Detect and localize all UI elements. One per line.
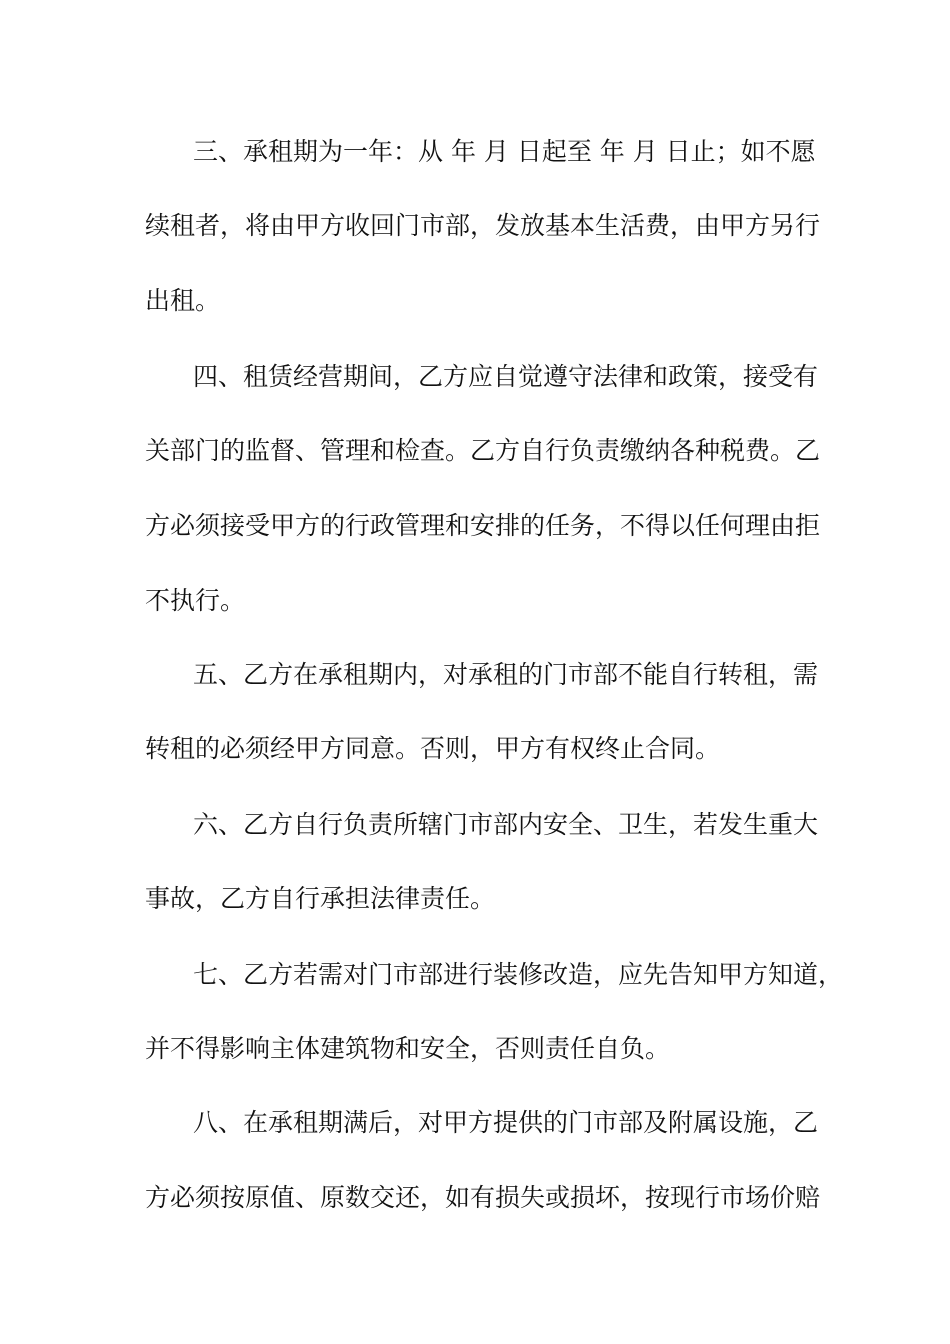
clause-6-line-1: 六、乙方自行负责所辖门市部内安全、卫生，若发生重大	[193, 810, 819, 839]
clause-8-line-2: 方必须按原值、原数交还，如有损失或损坏，按现行市场价赔	[145, 1183, 821, 1212]
clause-7-line-2: 并不得影响主体建筑物和安全，否则责任自负。	[145, 1034, 671, 1063]
clause-8-line-1: 八、在承租期满后，对甲方提供的门市部及附属设施，乙	[193, 1108, 819, 1137]
clause-5-line-2: 转租的必须经甲方同意。否则，甲方有权终止合同。	[145, 734, 721, 763]
clause-5-line-1: 五、乙方在承租期内，对承租的门市部不能自行转租，需	[193, 660, 819, 689]
clause-4-line-3: 方必须接受甲方的行政管理和安排的任务，不得以任何理由拒	[145, 511, 821, 540]
clause-4-line-1: 四、租赁经营期间，乙方应自觉遵守法律和政策，接受有	[193, 362, 819, 391]
clause-4-line-4: 不执行。	[145, 586, 246, 615]
clause-3-line-3: 出租。	[145, 286, 221, 315]
clause-7-line-1: 七、乙方若需对门市部进行装修改造，应先告知甲方知道，	[193, 960, 844, 989]
clause-6-line-2: 事故，乙方自行承担法律责任。	[145, 884, 496, 913]
clause-3-line-2: 续租者，将由甲方收回门市部，发放基本生活费，由甲方另行	[145, 211, 821, 240]
clause-3-line-1: 三、承租期为一年：从 年 月 日起至 年 月 日止；如不愿	[193, 137, 816, 166]
clause-4-line-2: 关部门的监督、管理和检查。乙方自行负责缴纳各种税费。乙	[145, 436, 821, 465]
